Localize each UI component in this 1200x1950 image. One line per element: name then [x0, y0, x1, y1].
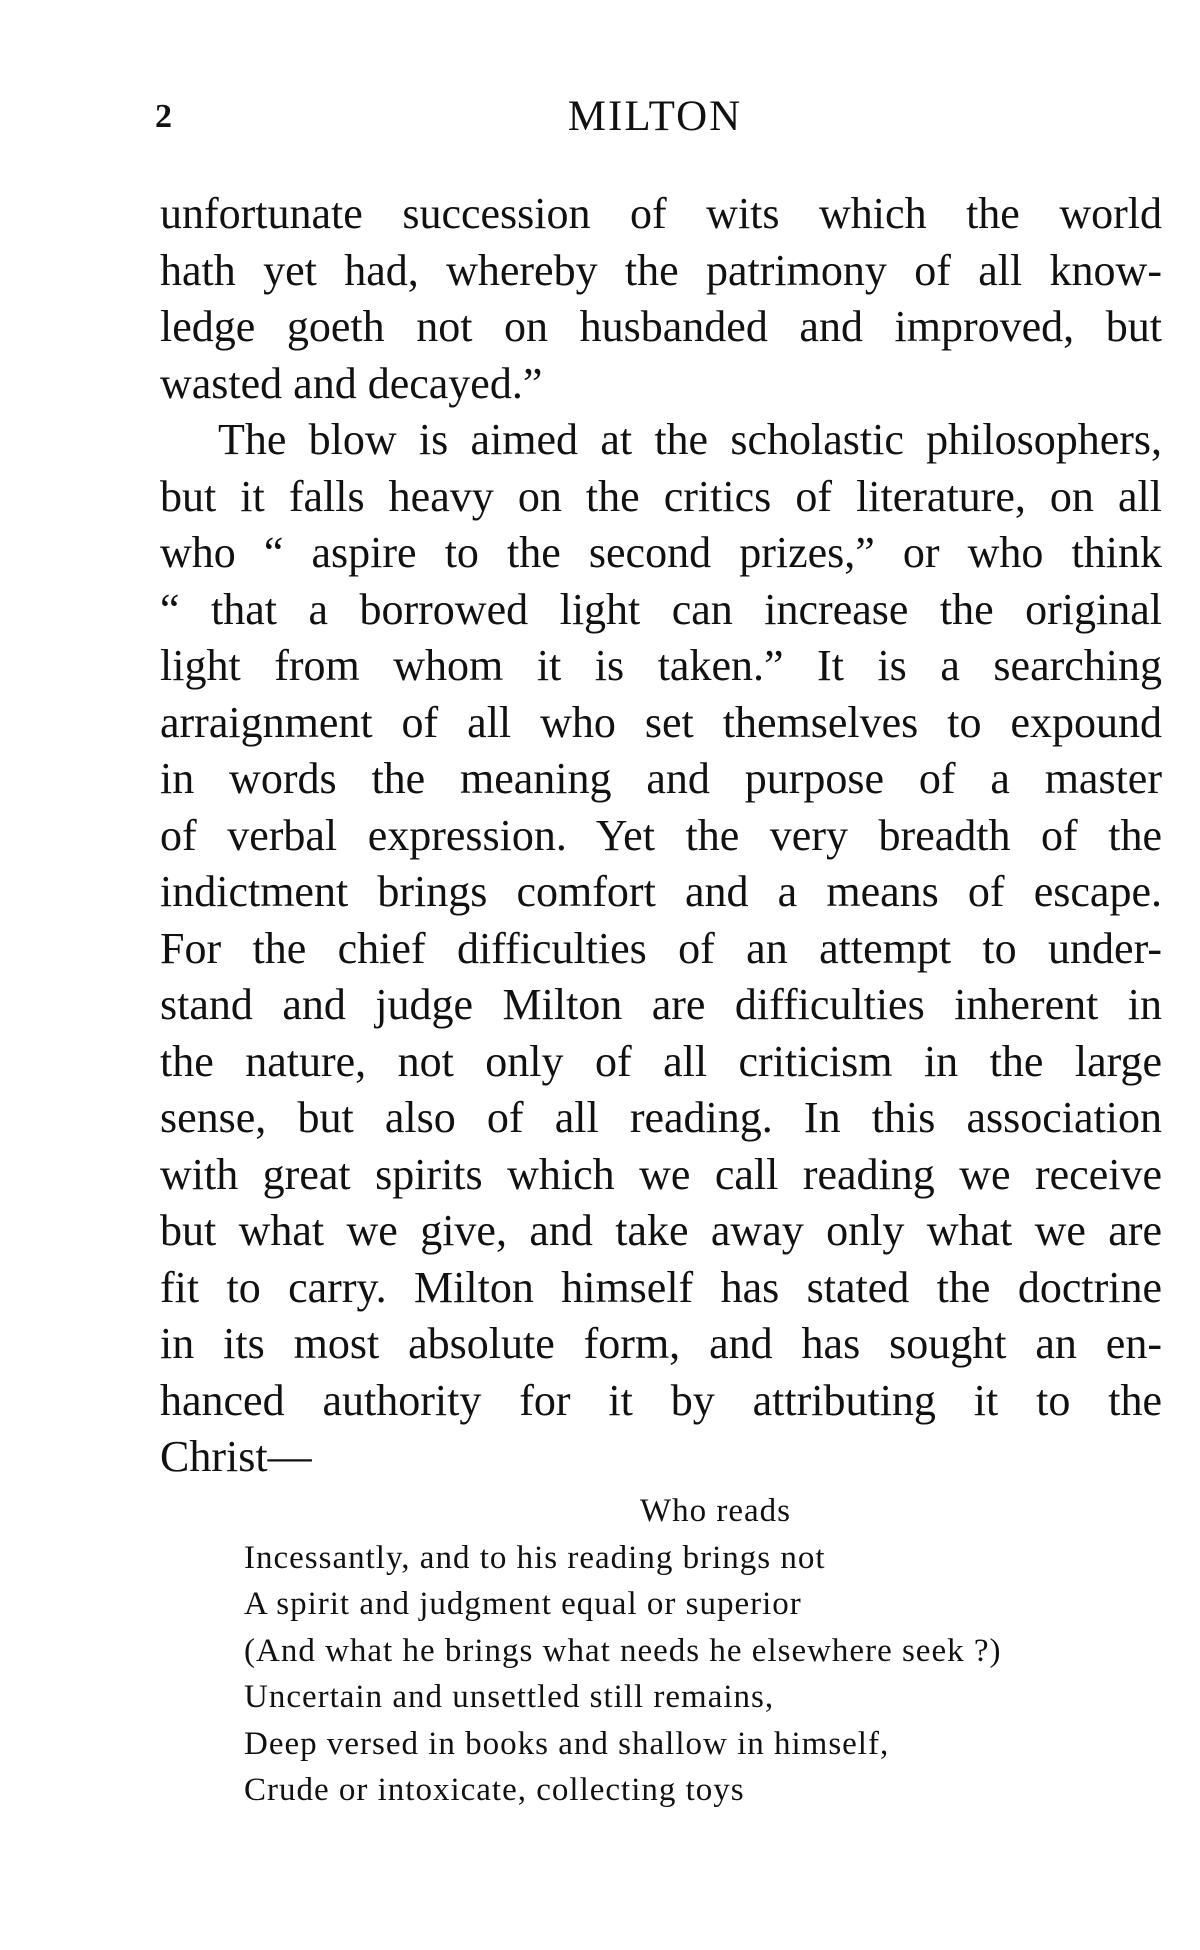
text-line: of verbal expression. Yet the very breadth of the	[160, 810, 1162, 860]
text-line: light from whom it is taken.” It is a searching	[160, 641, 1162, 690]
verse-line: Incessantly, and to his reading brings not	[244, 1539, 826, 1576]
text-line: stand and judge Milton are difficulties inherent in	[160, 980, 1162, 1029]
verse-line: Who reads	[640, 1493, 792, 1529]
running-head	[155, 92, 1155, 152]
body-text	[160, 186, 1162, 1486]
verse-quotation	[244, 1488, 1124, 1814]
text-line: but what we give, and take away only what we are	[160, 1206, 1162, 1255]
text-line: hanced authority for it by attributing it to the	[160, 1375, 1162, 1425]
paragraph-2	[160, 412, 1162, 1486]
paragraph-1	[160, 186, 1162, 412]
text-line: the nature, not only of all criticism in the large	[160, 1036, 1162, 1086]
text-line: hath yet had, whereby the patrimony of all know-	[160, 245, 1162, 295]
text-line: in its most absolute form, and has sought an en-	[160, 1319, 1162, 1368]
verse-line: Crude or intoxicate, collecting toys	[244, 1772, 745, 1808]
text-line: wasted and decayed.”	[160, 358, 543, 408]
text-line: who “ aspire to the second prizes,” or who think	[160, 528, 1162, 577]
text-line: with great spirits which we call reading we receive	[160, 1149, 1162, 1199]
text-line: in words the meaning and purpose of a master	[160, 754, 1162, 803]
verse-line: Deep versed in books and shallow in himself,	[244, 1725, 890, 1762]
text-line: arraignment of all who set themselves to expound	[160, 697, 1162, 747]
text-line: ledge goeth not on husbanded and improved, but	[160, 302, 1162, 351]
verse-line: A spirit and judgment equal or superior	[244, 1586, 802, 1622]
text-line: sense, but also of all reading. In this association	[160, 1093, 1162, 1142]
page-number: 2	[155, 98, 172, 135]
text-line: indictment brings comfort and a means of escape.	[160, 867, 1162, 916]
text-line: Christ—	[160, 1432, 312, 1481]
text-line: For the chief difficulties of an attempt to under-	[160, 923, 1162, 973]
text-line: “ that a borrowed light can increase the original	[160, 584, 1162, 634]
verse-line: (And what he brings what needs he elsewhere seek ?)	[244, 1632, 1002, 1669]
verse-line: Uncertain and unsettled still remains,	[244, 1679, 775, 1715]
text-line: The blow is aimed at the scholastic philosophers,	[218, 415, 1162, 464]
text-line: fit to carry. Milton himself has stated the doctrine	[160, 1262, 1162, 1312]
text-line: unfortunate succession of wits which the world	[160, 189, 1162, 238]
text-line: but it falls heavy on the critics of literature, on all	[160, 471, 1162, 521]
running-title: MILTON	[567, 93, 743, 140]
